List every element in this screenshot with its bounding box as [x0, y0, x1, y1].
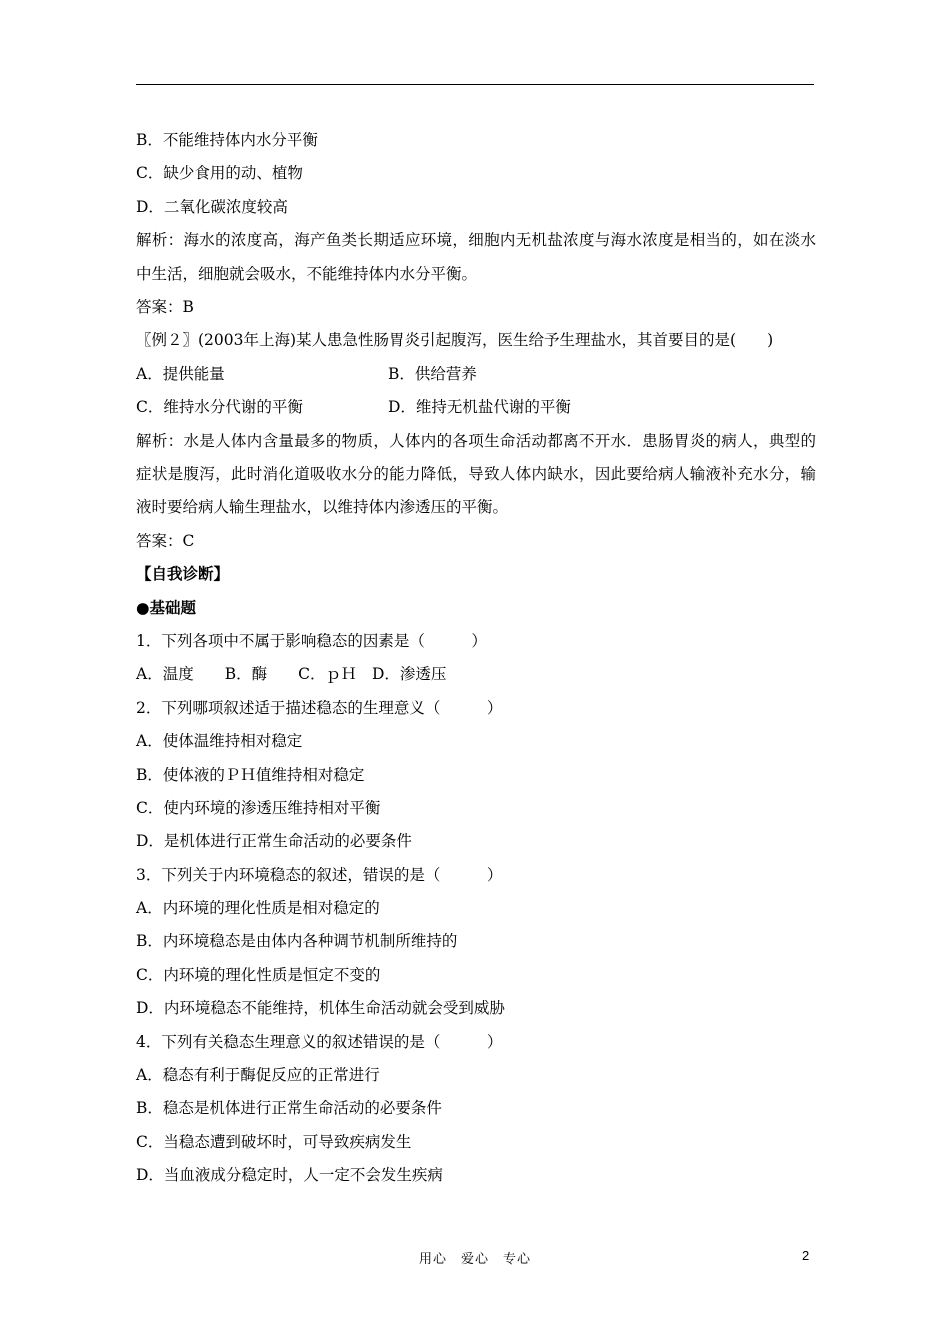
- question-3-option-a: A．内环境的理化性质是相对稳定的: [136, 899, 380, 918]
- question-2-option-a: A．使体温维持相对稳定: [136, 732, 303, 751]
- answer-1: 答案：B: [136, 297, 194, 316]
- example-2-option-c: C．维持水分代谢的平衡: [136, 398, 303, 417]
- example-2-option-b: B．供给营养: [388, 364, 477, 383]
- question-3-option-d: D．内环境稳态不能维持，机体生命活动就会受到威胁: [136, 999, 505, 1018]
- question-4-option-b: B．稳态是机体进行正常生命活动的必要条件: [136, 1099, 442, 1118]
- option-c-line: C．缺少食用的动、植物: [136, 164, 303, 183]
- document-body: [136, 124, 816, 1193]
- example-2-options-row-2: [136, 391, 816, 424]
- option-d-line: D．二氧化碳浓度较高: [136, 197, 288, 216]
- question-2-stem: 2．下列哪项叙述适于描述稳态的生理意义（ ）: [136, 698, 503, 717]
- question-4-option-a: A．稳态有利于酶促反应的正常进行: [136, 1066, 380, 1085]
- footer-motto: 用心 爱心 专心: [418, 1252, 531, 1267]
- example-2-options-row-1: [136, 358, 816, 391]
- page-number: 2: [802, 1248, 810, 1263]
- header-rule: [136, 84, 814, 85]
- answer-2: 答案：C: [136, 531, 195, 550]
- question-2-option-d: D．是机体进行正常生命活动的必要条件: [136, 832, 412, 851]
- question-1-options: A．温度 B．酶 C．ｐＨ D．渗透压: [136, 665, 447, 684]
- question-4-option-d: D．当血液成分稳定时，人一定不会发生疾病: [136, 1166, 443, 1185]
- question-3-option-b: B．内环境稳态是由体内各种调节机制所维持的: [136, 932, 458, 951]
- question-4-option-c: C．当稳态遭到破坏时，可导致疾病发生: [136, 1132, 412, 1151]
- question-3-option-c: C．内环境的理化性质是恒定不变的: [136, 965, 381, 984]
- section-title: 【自我诊断】: [136, 565, 230, 584]
- example-2-option-a: A．提供能量: [136, 364, 225, 383]
- question-2-option-b: B．使体液的ＰＨ值维持相对稳定: [136, 765, 365, 784]
- option-b-line: B．不能维持体内水分平衡: [136, 131, 318, 149]
- example-2-question: 〖例２〗(2003年上海)某人患急性肠胃炎引起腹泻，医生给予生理盐水，其首要目的是( ): [136, 331, 774, 350]
- question-1-stem: 1．下列各项中不属于影响稳态的因素是（ ）: [136, 631, 487, 650]
- example-2-option-d: D．维持无机盐代谢的平衡: [388, 398, 571, 417]
- question-2-option-c: C．使内环境的渗透压维持相对平衡: [136, 798, 381, 817]
- question-3-stem: 3．下列关于内环境稳态的叙述，错误的是（ ）: [136, 865, 503, 884]
- analysis-paragraph-1: 解析：海水的浓度高，海产鱼类长期适应环境，细胞内无机盐浓度与海水浓度是相当的，如在淡水中生活，细胞就会吸水，不能维持体内水分平衡。: [136, 231, 816, 283]
- analysis-paragraph-2: 解析：水是人体内含量最多的物质，人体内的各项生命活动都离不开水．患肠胃炎的病人，典型的症状是腹泻，此时消化道吸收水分的能力降低，导致人体内缺水，因此要给病人输液补充水分，输液时要给病人输生理盐水，以维持体内渗透压的平衡。: [136, 431, 816, 517]
- section-subtitle: ●基础题: [136, 598, 197, 617]
- question-4-stem: 4．下列有关稳态生理意义的叙述错误的是（ ）: [136, 1032, 503, 1051]
